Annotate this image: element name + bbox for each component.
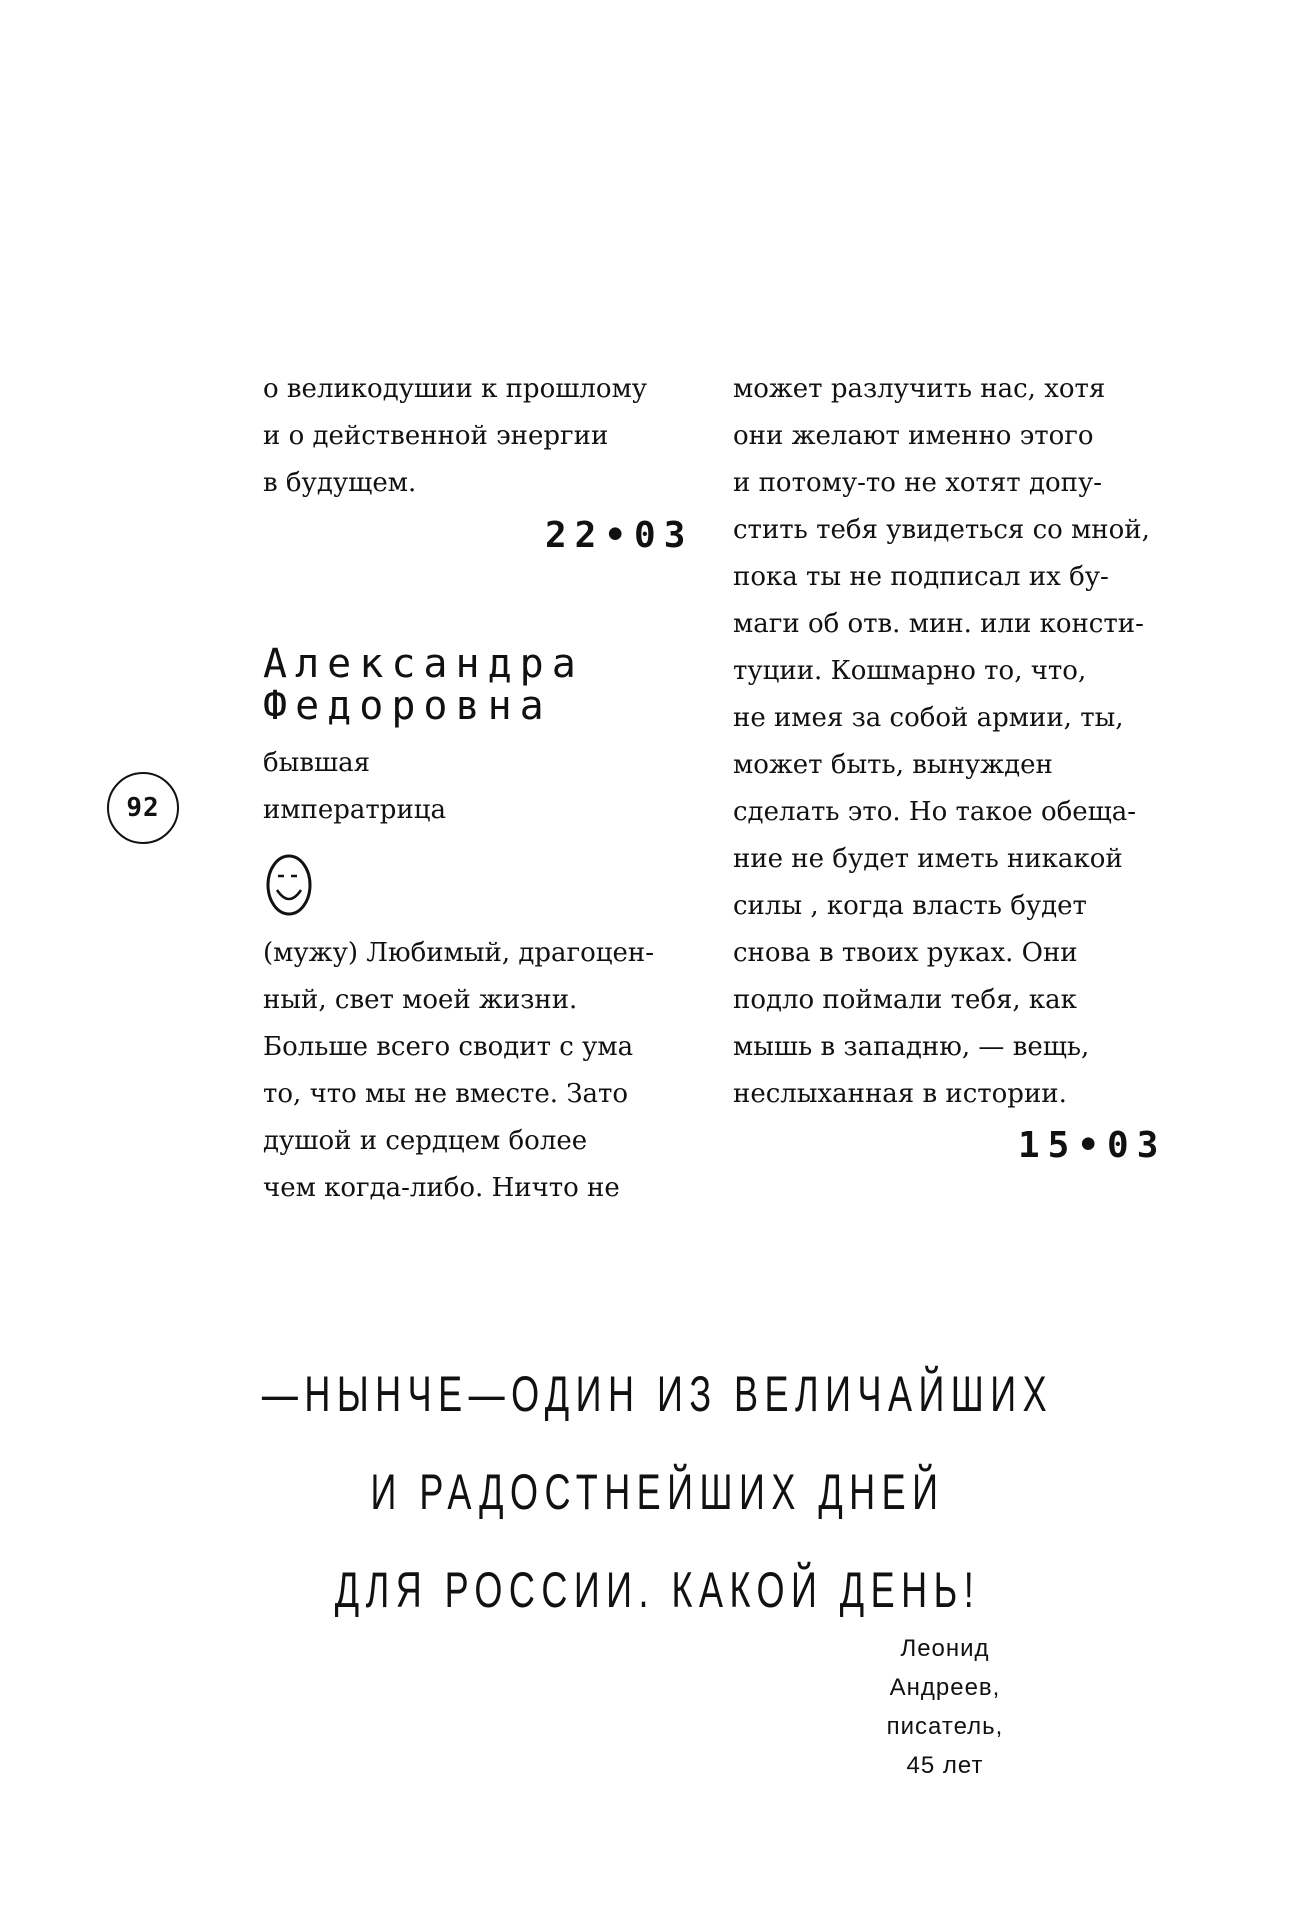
author-patronymic: Федоровна: [263, 683, 552, 729]
pull-quote: [184, 1345, 1131, 1639]
text-line: подло поймали тебя, как: [733, 985, 1077, 1015]
text-line: то, что мы не вместе. Зато: [263, 1079, 629, 1109]
quote-line: И РАДОСТНЕЙШИХ ДНЕЙ: [370, 1464, 945, 1520]
text-line: не имея за собой армии, ты,: [733, 703, 1124, 733]
text-line: может разлучить нас, хотя: [733, 374, 1106, 404]
text-line: туции. Кошмарно то, что,: [733, 656, 1087, 686]
quote-line: ДЛЯ РОССИИ. КАКОЙ ДЕНЬ!: [334, 1562, 981, 1618]
attribution-line: 45 лет: [906, 1752, 984, 1779]
text-line: чем когда-либо. Ничто не: [263, 1173, 620, 1203]
text-line: пока ты не подписал их бу-: [733, 562, 1109, 592]
attribution-line: Андреев,: [889, 1674, 1001, 1701]
quote-line: —НЫНЧЕ—ОДИН ИЗ ВЕЛИЧАЙШИХ: [261, 1366, 1054, 1422]
text-line: Больше всего сводит с ума: [263, 1032, 634, 1062]
text-line: и потому-то не хотят допу-: [733, 468, 1103, 498]
entry-date: 22•03: [545, 515, 694, 556]
author-name: [263, 643, 584, 727]
text-line: душой и сердцем более: [263, 1126, 588, 1156]
text-line: в будущем.: [263, 468, 417, 498]
text-line: ние не будет иметь никакой: [733, 844, 1123, 874]
text-line: маги об отв. мин. или консти-: [733, 609, 1144, 639]
attribution-line: Леонид: [900, 1635, 990, 1662]
entry-date: 15•03: [1018, 1125, 1167, 1166]
role-line: императрица: [263, 795, 446, 825]
text-line: и о действенной энергии: [263, 421, 609, 451]
text-line: мышь в западню, — вещь,: [733, 1032, 1090, 1062]
left-column-body: [263, 930, 654, 1212]
text-line: о великодушии к прошлому: [263, 374, 648, 404]
right-column: [733, 366, 1173, 1118]
attribution-line: писатель,: [886, 1713, 1004, 1740]
text-line: (мужу) Любимый, драгоцен-: [263, 938, 655, 968]
smiling-face-icon: [263, 850, 318, 920]
page-number: 92: [107, 772, 179, 844]
text-line: может быть, вынужден: [733, 750, 1053, 780]
text-line: снова в твоих руках. Они: [733, 938, 1078, 968]
author-role: [263, 740, 446, 834]
text-line: сделать это. Но такое обеща-: [733, 797, 1137, 827]
text-line: силы , когда власть будет: [733, 891, 1087, 921]
role-line: бывшая: [263, 748, 371, 778]
text-line: стить тебя увидеться со мной,: [733, 515, 1150, 545]
left-column-top: [263, 366, 683, 507]
author-first-name: Александра: [263, 641, 584, 687]
text-line: ный, свет моей жизни.: [263, 985, 578, 1015]
text-line: они желают именно этого: [733, 421, 1094, 451]
quote-attribution: [860, 1629, 1030, 1785]
text-line: неслыханная в истории.: [733, 1079, 1067, 1109]
